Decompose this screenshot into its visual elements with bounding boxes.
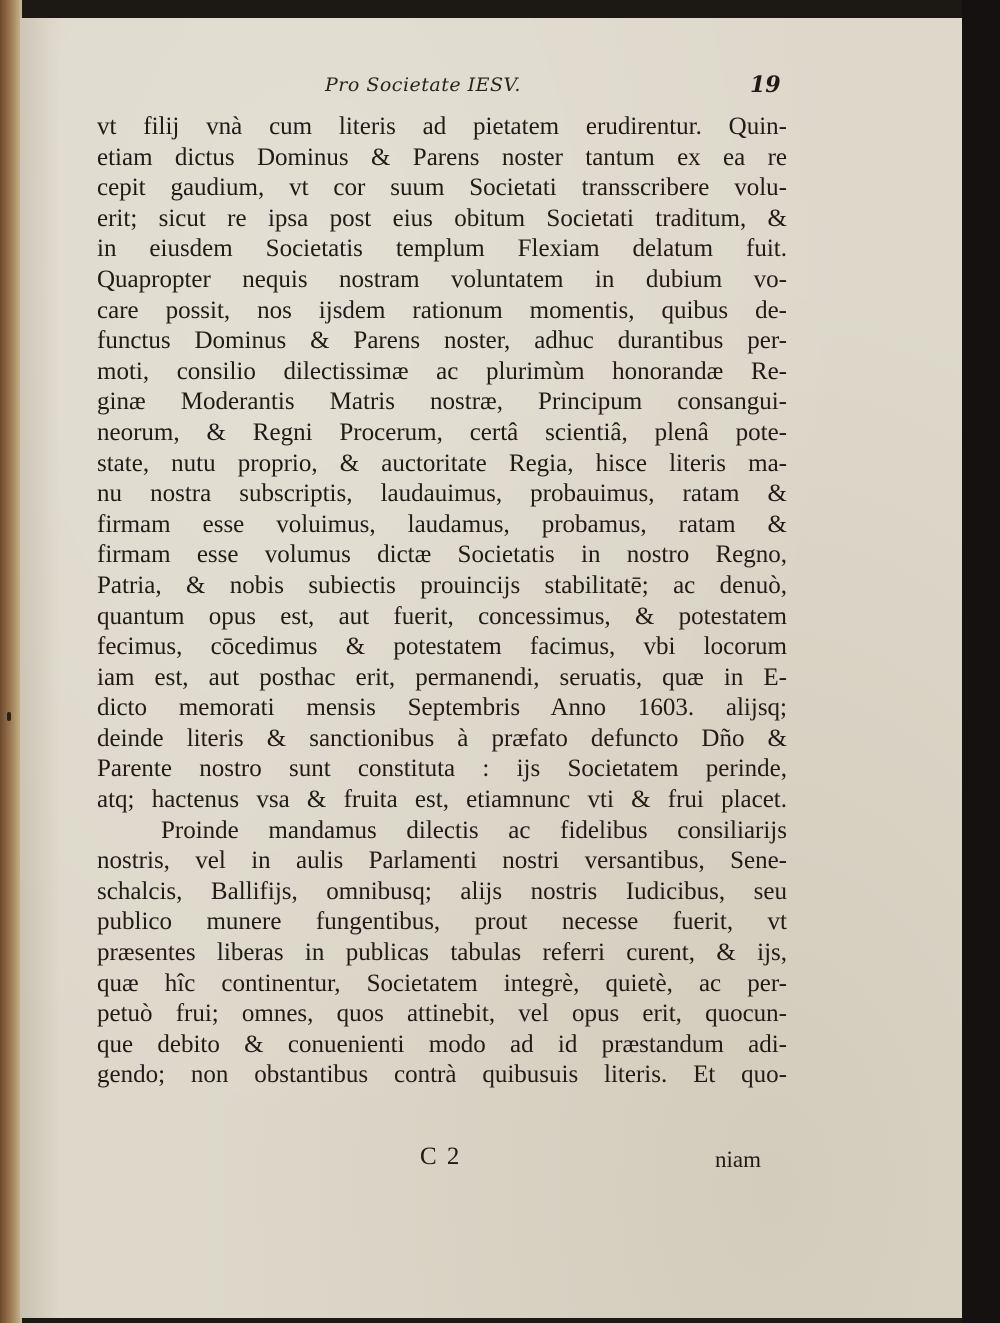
paragraph-start-line: Proinde mandamus dilectis ac fidelibus consiliarijs bbox=[161, 816, 787, 844]
text-line: neorum, & Regni Procerum, certâ scientiâ, plenâ pote- bbox=[97, 418, 787, 446]
text-line: erit; sicut re ipsa post eius obitum Societati traditum, & bbox=[97, 204, 787, 232]
page-number: 19 bbox=[750, 72, 781, 98]
text-line: nostris, vel in aulis Parlamenti nostri versantibus, Sene- bbox=[97, 847, 787, 875]
text-line: schalcis, Ballifijs, omnibusq; alijs nostris Iudicibus, seu bbox=[97, 877, 787, 905]
text-line: cepit gaudium, vt cor suum Societati transscribere volu- bbox=[97, 174, 787, 202]
text-line: firmam esse voluimus, laudamus, probamus, ratam & bbox=[97, 510, 787, 538]
text-line: moti, consilio dilectissimæ ac plurimùm honorandæ Re- bbox=[97, 357, 787, 385]
text-line: que debito & conuenienti modo ad id præstandum adi- bbox=[97, 1030, 787, 1058]
text-line: iam est, aut posthac erit, permanendi, seruatis, quæ in E- bbox=[97, 663, 787, 691]
text-line: publico munere fungentibus, prout necesse fuerit, vt bbox=[97, 908, 787, 936]
text-line: quantum opus est, aut fuerit, concessimus, & potestatem bbox=[97, 602, 787, 630]
text-line: deinde literis & sanctionibus à præfato defuncto Dño & bbox=[97, 724, 787, 752]
text-line: petuò frui; omnes, quos attinebit, vel opus erit, quocun- bbox=[97, 1000, 787, 1028]
binding-edge bbox=[0, 0, 22, 1323]
text-line: quæ hîc continentur, Societatem integrè, quietè, ac per- bbox=[97, 969, 787, 997]
text-line: fecimus, cōcedimus & potestatem facimus, vbi locorum bbox=[97, 633, 787, 661]
text-line: firmam esse volumus dictæ Societatis in nostro Regno, bbox=[97, 541, 787, 569]
text-line: præsentes liberas in publicas tabulas referri curent, & ijs, bbox=[97, 939, 787, 967]
text-line: in eiusdem Societatis templum Flexiam delatum fuit. bbox=[97, 235, 787, 263]
scan-background-edge bbox=[962, 0, 1000, 1323]
text-line: vt filij vnà cum literis ad pietatem erudirentur. Quin- bbox=[97, 113, 787, 140]
text-line: dicto memorati mensis Septembris Anno 1603. alijsq; bbox=[97, 694, 787, 722]
binding-mark bbox=[7, 712, 11, 721]
text-line: Parente nostro sunt constituta : ijs Societatem perinde, bbox=[97, 755, 787, 783]
text-line: gendo; non obstantibus contrà quibusuis literis. Et quo- bbox=[97, 1061, 787, 1089]
running-head: Pro Societate IESV. bbox=[325, 74, 521, 96]
text-line: Quapropter nequis nostram voluntatem in dubium vo- bbox=[97, 265, 787, 293]
text-line: nu nostra subscriptis, laudauimus, probauimus, ratam & bbox=[97, 480, 787, 508]
text-line: care possit, nos ijsdem rationum momentis, quibus de- bbox=[97, 296, 787, 324]
signature-mark: C 2 bbox=[420, 1143, 462, 1170]
text-line: atq; hactenus vsa & fruita est, etiamnunc vti & frui placet. bbox=[97, 786, 787, 814]
catchword: niam bbox=[715, 1147, 761, 1172]
text-line: state, nutu proprio, & auctoritate Regia, hisce literis ma- bbox=[97, 449, 787, 477]
text-line: Patria, & nobis subiectis prouincijs stabilitatē; ac denuò, bbox=[97, 571, 787, 599]
text-line: functus Dominus & Parens noster, adhuc durantibus per- bbox=[97, 327, 787, 355]
text-line: etiam dictus Dominus & Parens noster tantum ex ea re bbox=[97, 143, 787, 171]
body-text bbox=[97, 112, 787, 1091]
text-line: ginæ Moderantis Matris nostræ, Principum consangui- bbox=[97, 388, 787, 416]
